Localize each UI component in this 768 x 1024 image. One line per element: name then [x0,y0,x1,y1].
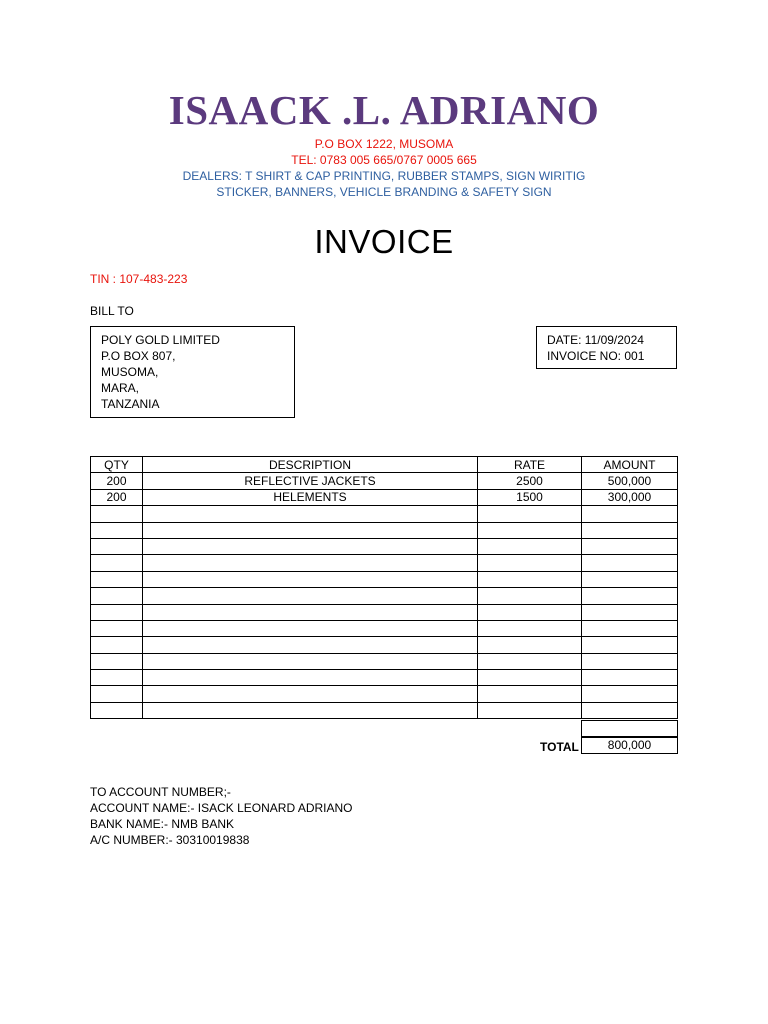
table-row [91,653,678,669]
table-row [91,670,678,686]
table-cell [582,522,678,538]
bill-to-line: MARA, [101,381,140,395]
company-phone: TEL: 0783 005 665/0767 0005 665 [291,153,477,167]
bank-name: BANK NAME:- NMB BANK [90,817,235,831]
table-cell [478,686,582,702]
table-cell [91,604,143,620]
table-row [91,686,678,702]
table-cell [478,670,582,686]
table-row [91,571,678,587]
bank-details [90,784,353,848]
account-number: A/C NUMBER:- 30310019838 [90,833,250,847]
table-row [91,555,678,571]
table-cell [478,637,582,653]
table-row [91,702,678,718]
table-cell [582,555,678,571]
table-cell: REFLECTIVE JACKETS [143,473,478,489]
account-name: ACCOUNT NAME:- ISACK LEONARD ADRIANO [90,801,353,815]
table-cell [91,588,143,604]
bank-heading: TO ACCOUNT NUMBER;- [90,785,231,799]
table-cell [478,588,582,604]
table-cell [91,620,143,636]
table-cell: 500,000 [582,473,678,489]
invoice-number: INVOICE NO: 001 [547,349,645,363]
table-cell [582,604,678,620]
table-cell [478,702,582,718]
table-header-cell: AMOUNT [582,457,678,473]
table-cell [478,506,582,522]
table-row [91,604,678,620]
table-cell [91,538,143,554]
table-row [91,489,678,505]
table-cell: HELEMENTS [143,489,478,505]
bill-to-line: P.O BOX 807, [101,349,176,363]
invoice-meta-box [536,326,677,369]
table-cell: 200 [91,489,143,505]
table-cell [582,588,678,604]
table-cell [91,555,143,571]
bill-to-address-box [90,326,295,418]
invoice-date: DATE: 11/09/2024 [547,333,644,347]
table-header-cell: QTY [91,457,143,473]
table-cell [91,522,143,538]
total-label: TOTAL [540,740,579,754]
table-row [91,637,678,653]
table-cell [143,522,478,538]
table-cell [478,571,582,587]
bill-to-line: POLY GOLD LIMITED [101,333,220,347]
table-cell [91,670,143,686]
company-address: P.O BOX 1222, MUSOMA [314,137,454,151]
table-header-cell: RATE [478,457,582,473]
table-cell: 300,000 [582,489,678,505]
table-cell [143,588,478,604]
table-cell [582,571,678,587]
bill-to-label: BILL TO [90,304,134,318]
table-cell [582,702,678,718]
table-cell [478,555,582,571]
table-header-cell: DESCRIPTION [143,457,478,473]
table-row [91,588,678,604]
dealers-line-1: DEALERS: T SHIRT & CAP PRINTING, RUBBER STAMPS, SIGN WIRITIG [182,169,586,183]
table-cell [143,670,478,686]
table-cell: 2500 [478,473,582,489]
table-cell [582,670,678,686]
table-cell [143,702,478,718]
table-cell [143,620,478,636]
bill-to-line: TANZANIA [101,397,160,411]
table-cell: 1500 [478,489,582,505]
table-row [91,473,678,489]
table-cell [478,522,582,538]
table-cell [582,637,678,653]
table-cell [478,620,582,636]
table-row [91,506,678,522]
table-cell [582,538,678,554]
table-cell [91,506,143,522]
table-header-row [91,457,678,473]
items-table [90,456,678,719]
table-row [91,620,678,636]
bill-to-line: MUSOMA, [101,365,159,379]
table-cell [478,538,582,554]
table-cell [143,604,478,620]
table-cell [582,653,678,669]
table-cell [91,686,143,702]
total-value: 800,000 [581,737,678,754]
dealers-line-2: STICKER, BANNERS, VEHICLE BRANDING & SAFETY SIGN [216,185,552,199]
table-cell [143,506,478,522]
tin-number: TIN : 107-483-223 [90,272,188,286]
table-cell [143,571,478,587]
table-cell [143,653,478,669]
table-cell [91,571,143,587]
table-cell [143,538,478,554]
table-cell [91,702,143,718]
table-cell [143,686,478,702]
table-cell [582,686,678,702]
company-name: ISAACK .L. ADRIANO [168,87,600,133]
total-spacer-cell [581,720,678,737]
table-cell [143,555,478,571]
table-cell [478,604,582,620]
table-cell [91,653,143,669]
table-cell [478,653,582,669]
table-cell: 200 [91,473,143,489]
table-cell [143,637,478,653]
table-cell [582,506,678,522]
table-cell [582,620,678,636]
table-row [91,538,678,554]
table-row [91,522,678,538]
invoice-title: INVOICE [314,223,454,260]
table-cell [91,637,143,653]
